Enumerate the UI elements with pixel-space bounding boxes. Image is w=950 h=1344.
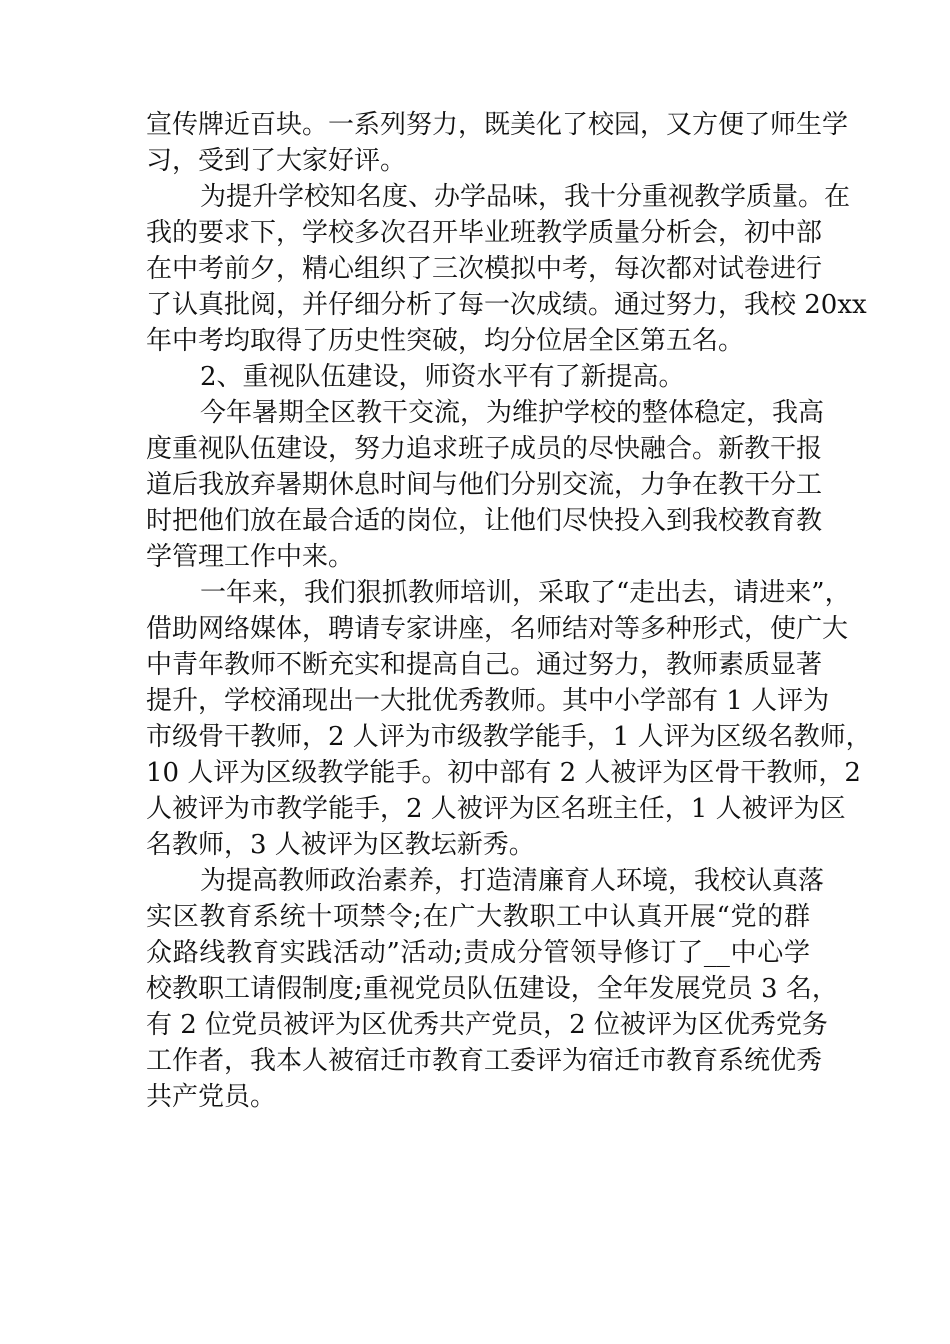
text-line: 名教师，3 人被评为区教坛新秀。 (146, 830, 535, 860)
paragraph-first-line: 为提高教师政治素养，打造清廉育人环境，我校认真落 (200, 866, 825, 896)
paragraph-first-line: 2、重视队伍建设，师资水平有了新提高。 (200, 362, 685, 392)
text-line: 实区教育系统十项禁令;在广大教职工中认真开展“党的群 (146, 902, 810, 932)
text-line: 市级骨干教师，2 人评为市级教学能手，1 人评为区级名教师， (146, 722, 872, 752)
text-line: 我的要求下，学校多次召开毕业班教学质量分析会，初中部 (146, 218, 823, 248)
text-line: 10 人评为区级教学能手。初中部有 2 人被评为区骨干教师，2 (146, 758, 861, 788)
text-line: 了认真批阅，并仔细分析了每一次成绩。通过努力，我校 20xx (146, 290, 867, 320)
text-line: 人被评为市教学能手，2 人被评为区名班主任，1 人被评为区 (146, 794, 846, 824)
text-line: 在中考前夕，精心组织了三次模拟中考，每次都对试卷进行 (146, 254, 823, 284)
text-line: 有 2 位党员被评为区优秀共产党员，2 位被评为区优秀党务 (146, 1010, 828, 1040)
paragraph-first-line: 一年来，我们狠抓教师培训，采取了“走出去，请进来”， (200, 578, 851, 608)
text-line: 校教职工请假制度;重视党员队伍建设，全年发展党员 3 名， (146, 974, 838, 1004)
text-line: 年中考均取得了历史性突破，均分位居全区第五名。 (146, 326, 745, 356)
text-line: 提升，学校涌现出一大批优秀教师。其中小学部有 1 人评为 (146, 686, 830, 716)
text-line: 众路线教育实践活动”活动;责成分管领导修订了__中心学 (146, 938, 810, 968)
text-line: 工作者，我本人被宿迁市教育工委评为宿迁市教育系统优秀 (146, 1046, 823, 1076)
text-line: 时把他们放在最合适的岗位，让他们尽快投入到我校教育教 (146, 506, 823, 536)
text-line: 共产党员。 (146, 1082, 277, 1112)
text-line: 借助网络媒体，聘请专家讲座，名师结对等多种形式，使广大 (146, 614, 849, 644)
text-line: 道后我放弃暑期休息时间与他们分别交流，力争在教干分工 (146, 470, 823, 500)
paragraph-first-line: 为提升学校知名度、办学品味，我十分重视教学质量。在 (200, 182, 851, 212)
text-line: 宣传牌近百块。一系列努力，既美化了校园，又方便了师生学 (146, 110, 849, 140)
text-line: 学管理工作中来。 (146, 542, 355, 572)
text-line: 度重视队伍建设，努力追求班子成员的尽快融合。新教干报 (146, 434, 823, 464)
paragraph-first-line: 今年暑期全区教干交流，为维护学校的整体稳定，我高 (200, 398, 825, 428)
text-line: 习，受到了大家好评。 (146, 146, 407, 176)
text-line: 中青年教师不断充实和提高自己。通过努力，教师素质显著 (146, 650, 823, 680)
body-text (146, 107, 872, 1115)
